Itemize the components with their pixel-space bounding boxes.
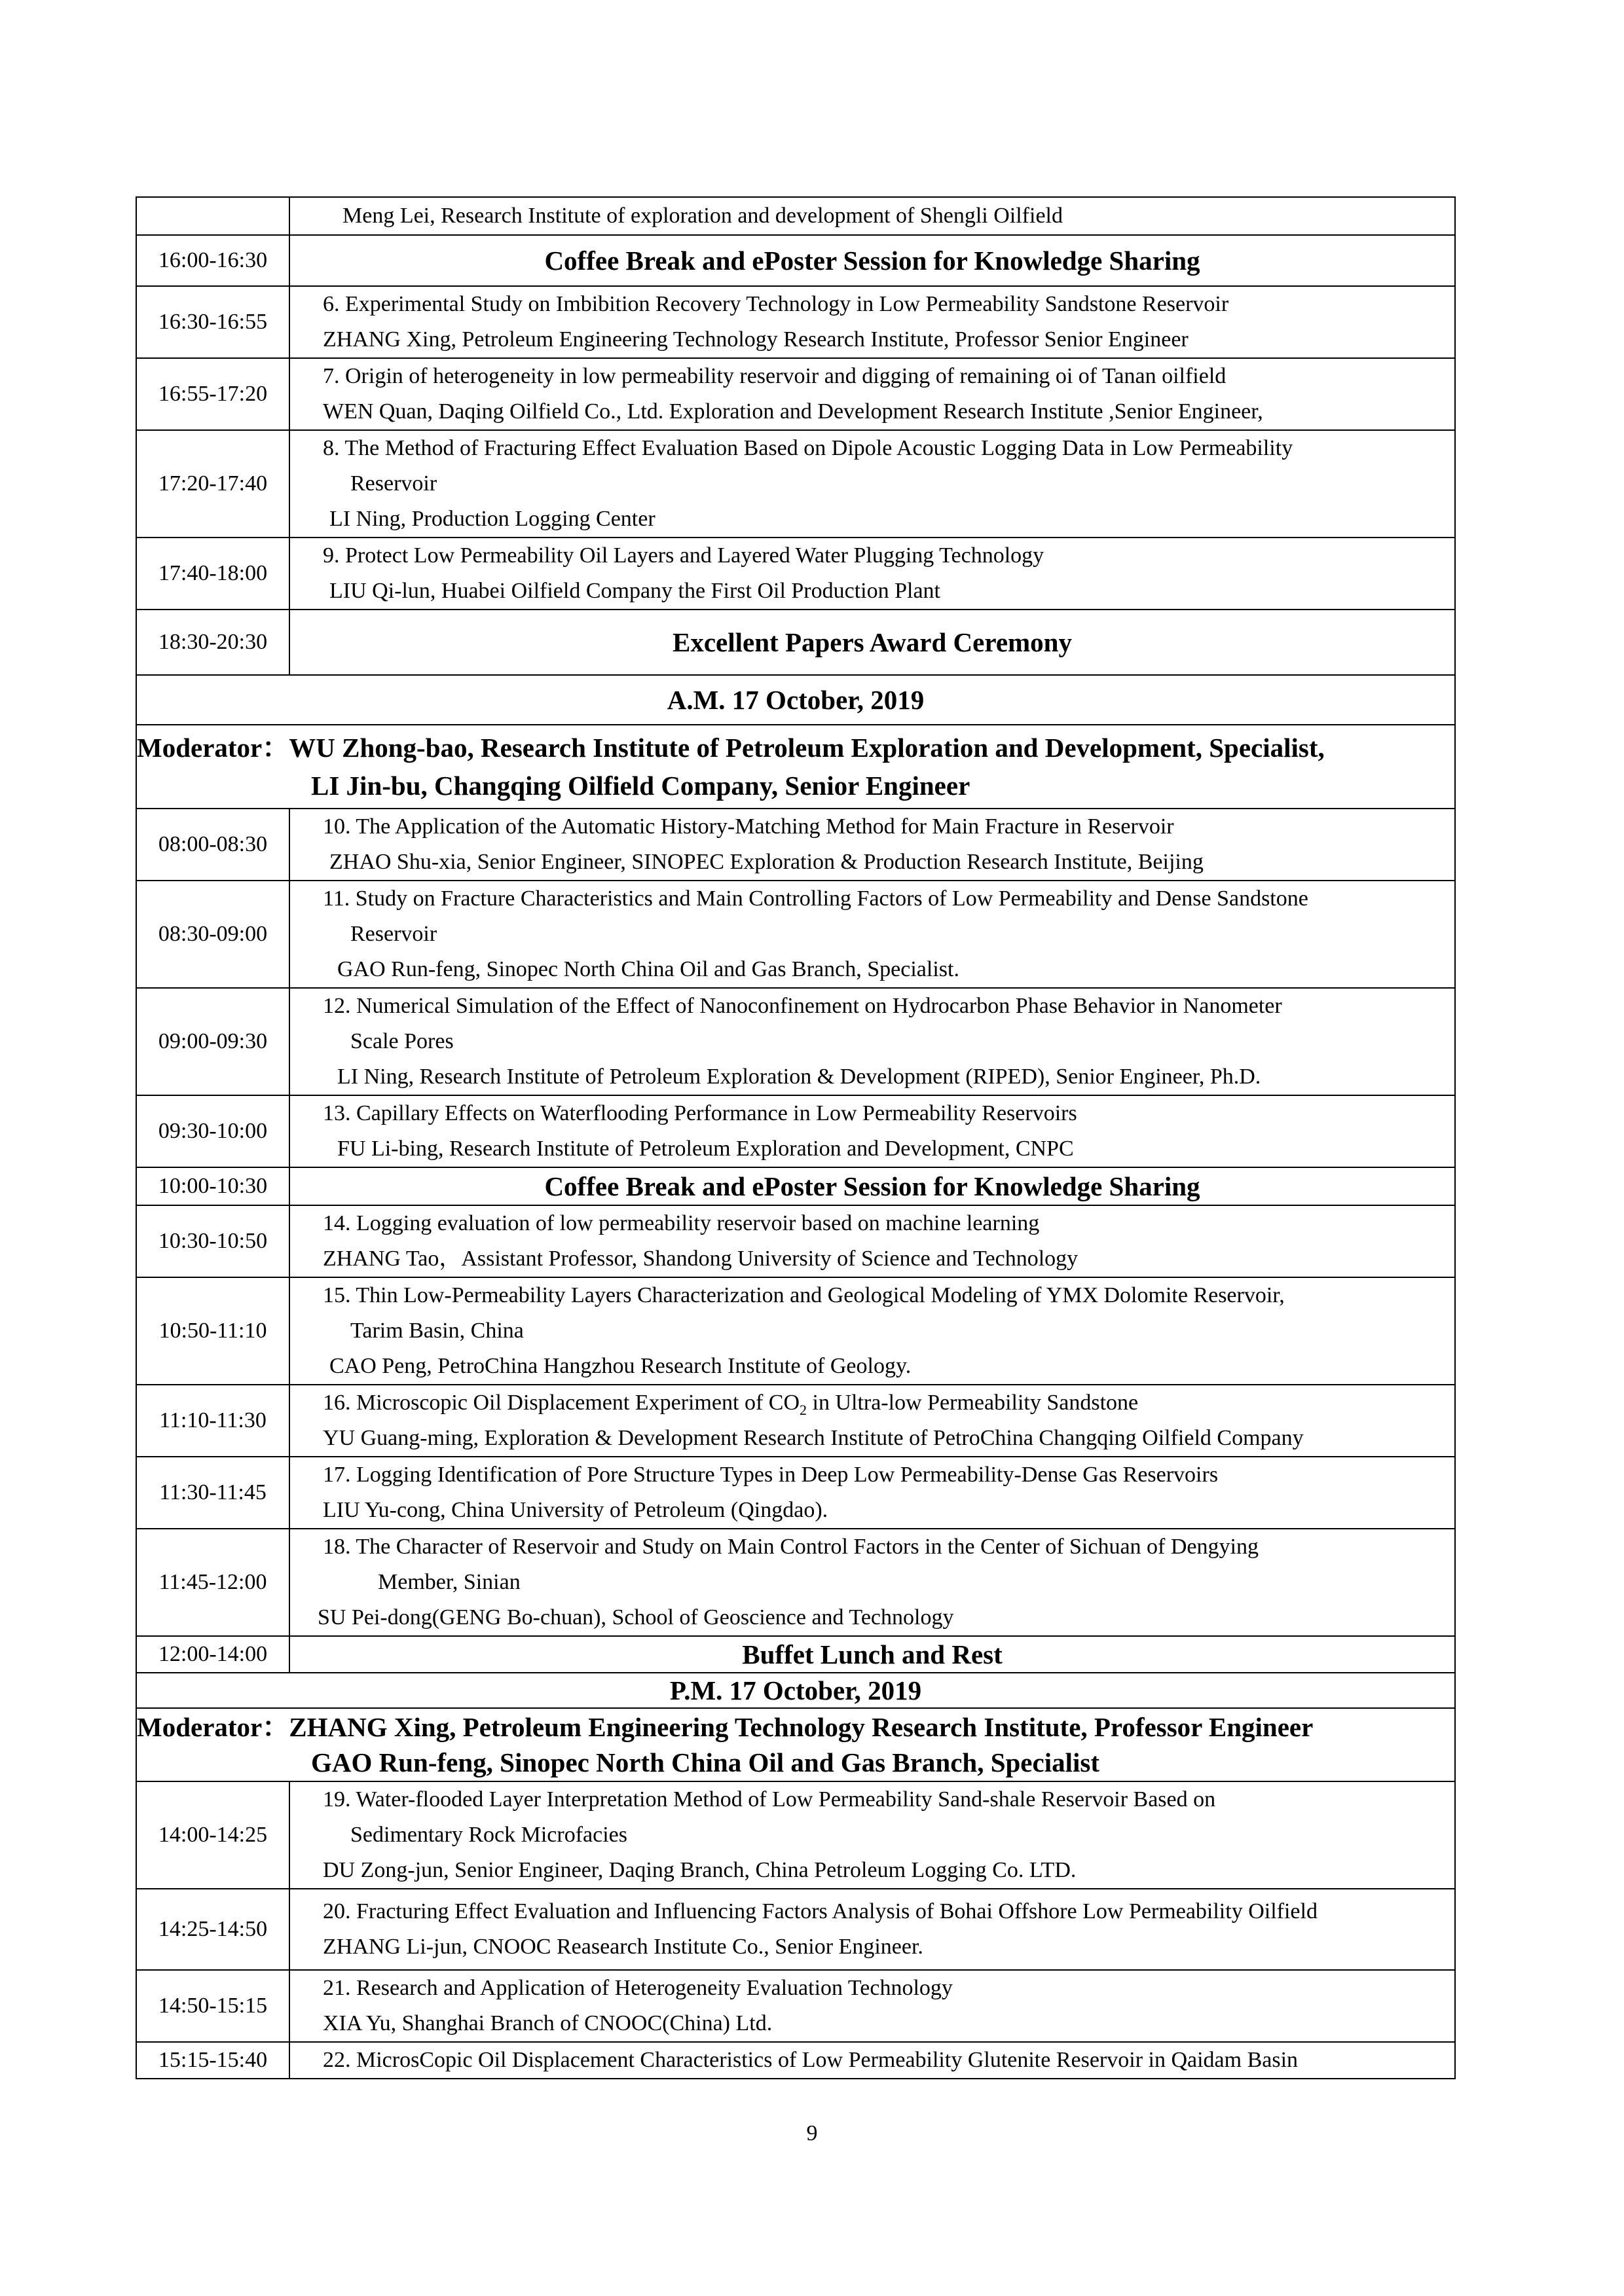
time-cell: 12:00-14:00 — [136, 1636, 289, 1673]
author-line: CAO Peng, PetroChina Hangzhou Research Institute of Geology. — [329, 1354, 912, 1378]
talk-title-cont: Member, Sinian — [378, 1570, 521, 1594]
content-cell — [289, 286, 1455, 358]
author-line: ZHANG Xing, Petroleum Engineering Technology Research Institute, Professor Senior Engineer — [323, 327, 1189, 352]
author-line: XIA Yu, Shanghai Branch of CNOOC(China) Ltd. — [323, 2011, 773, 2035]
talk-title-text: 16. Microscopic Oil Displacement Experiment of CO — [323, 1391, 800, 1415]
content-cell — [289, 197, 1455, 235]
table-row — [136, 1970, 1455, 2042]
author-line: GAO Run-feng, Sinopec North China Oil and Gas Branch, Specialist. — [337, 957, 959, 981]
author-line: YU Guang-ming, Exploration & Development Research Institute of PetroChina Changqing Oilfield Company — [323, 1426, 1304, 1450]
talk-title-cont: Sedimentary Rock Microfacies — [350, 1823, 627, 1847]
time-cell: 17:20-17:40 — [136, 430, 289, 538]
talk-title: 19. Water-flooded Layer Interpretation Method of Low Permeability Sand-shale Reservoir Based on — [323, 1787, 1216, 1812]
table-row — [136, 1708, 1455, 1781]
page-number: 9 — [806, 2121, 818, 2145]
author-line: ZHAO Shu-xia, Senior Engineer, SINOPEC Exploration & Production Research Institute, Beijing — [329, 850, 1204, 874]
time-cell: 09:00-09:30 — [136, 988, 289, 1095]
award-label: Excellent Papers Award Ceremony — [289, 610, 1455, 675]
table-row — [136, 1095, 1455, 1167]
moderator-cell — [136, 725, 1455, 809]
time-cell: 15:15-15:40 — [136, 2042, 289, 2079]
author-line: FU Li-bing, Research Institute of Petroleum Exploration and Development, CNPC — [337, 1137, 1074, 1161]
talk-title: 21. Research and Application of Heterogeneity Evaluation Technology — [323, 1976, 953, 2000]
content-cell — [289, 358, 1455, 430]
talk-title: 9. Protect Low Permeability Oil Layers and Layered Water Plugging Technology — [323, 543, 1044, 568]
content-cell — [289, 430, 1455, 538]
table-row — [136, 1889, 1455, 1970]
time-cell: 11:10-11:30 — [136, 1385, 289, 1457]
moderator-line: Moderator：ZHANG Xing, Petroleum Engineering Technology Research Institute, Professor Engineer — [137, 1712, 1314, 1742]
content-cell — [289, 988, 1455, 1095]
table-row — [136, 1205, 1455, 1277]
content-cell — [289, 1095, 1455, 1167]
table-row — [136, 1673, 1455, 1708]
time-cell: 11:30-11:45 — [136, 1457, 289, 1529]
table-row — [136, 1781, 1455, 1889]
time-cell: 10:30-10:50 — [136, 1205, 289, 1277]
talk-title: 22. MicrosCopic Oil Displacement Characteristics of Low Permeability Glutenite Reservoir in Qaidam Basin — [323, 2048, 1299, 2072]
time-cell — [136, 197, 289, 235]
table-row — [136, 286, 1455, 358]
time-cell: 11:45-12:00 — [136, 1529, 289, 1636]
time-cell: 10:50-11:10 — [136, 1277, 289, 1385]
author-line: Meng Lei, Research Institute of exploration and development of Shengli Oilfield — [342, 204, 1063, 228]
table-row — [136, 1636, 1455, 1673]
content-cell — [289, 1781, 1455, 1889]
moderator-line: GAO Run-feng, Sinopec North China Oil and Gas Branch, Specialist — [311, 1747, 1099, 1777]
content-cell — [289, 881, 1455, 988]
talk-title: 13. Capillary Effects on Waterflooding Performance in Low Permeability Reservoirs — [323, 1101, 1077, 1125]
talk-title: 18. The Character of Reservoir and Study on Main Control Factors in the Center of Sichuan of Dengying — [323, 1535, 1259, 1559]
author-line: LIU Yu-cong, China University of Petroleum (Qingdao). — [323, 1498, 828, 1522]
author-line: ZHANG Tao，Assistant Professor, Shandong University of Science and Technology — [323, 1247, 1079, 1271]
talk-title: 14. Logging evaluation of low permeability reservoir based on machine learning — [323, 1211, 1040, 1235]
talk-title-cont: Tarim Basin, China — [350, 1319, 524, 1343]
content-cell — [289, 1385, 1455, 1457]
content-cell — [289, 1205, 1455, 1277]
table-row — [136, 235, 1455, 286]
table-row — [136, 725, 1455, 809]
talk-title-cont: Scale Pores — [350, 1029, 454, 1053]
talk-title: 8. The Method of Fracturing Effect Evaluation Based on Dipole Acoustic Logging Data in Low Permeability — [323, 436, 1293, 460]
content-cell — [289, 1529, 1455, 1636]
table-row — [136, 610, 1455, 675]
time-cell: 14:00-14:25 — [136, 1781, 289, 1889]
time-cell: 18:30-20:30 — [136, 610, 289, 675]
content-cell — [289, 2042, 1455, 2079]
time-cell: 14:25-14:50 — [136, 1889, 289, 1970]
moderator-line: LI Jin-bu, Changqing Oilfield Company, Senior Engineer — [311, 771, 970, 801]
table-row — [136, 1385, 1455, 1457]
author-line: ZHANG Li-jun, CNOOC Reasearch Institute Co., Senior Engineer. — [323, 1935, 923, 1959]
author-line: LI Ning, Research Institute of Petroleum Exploration & Development (RIPED), Senior Engineer, Ph.D. — [337, 1065, 1261, 1089]
time-cell: 16:30-16:55 — [136, 286, 289, 358]
table-row — [136, 881, 1455, 988]
content-cell — [289, 538, 1455, 610]
author-line: LIU Qi-lun, Huabei Oilfield Company the First Oil Production Plant — [329, 579, 941, 603]
time-cell: 17:40-18:00 — [136, 538, 289, 610]
talk-title: 20. Fracturing Effect Evaluation and Influencing Factors Analysis of Bohai Offshore Low Permeability Oilfield — [323, 1899, 1318, 1923]
author-line: SU Pei-dong(GENG Bo-chuan), School of Geoscience and Technology — [318, 1605, 954, 1630]
talk-title: 12. Numerical Simulation of the Effect of Nanoconfinement on Hydrocarbon Phase Behavior in Nanometer — [323, 994, 1282, 1018]
time-cell: 14:50-15:15 — [136, 1970, 289, 2042]
content-cell — [289, 1970, 1455, 2042]
table-row — [136, 1277, 1455, 1385]
content-cell — [289, 1457, 1455, 1529]
schedule-table — [136, 196, 1456, 2079]
table-row — [136, 430, 1455, 538]
time-cell: 08:00-08:30 — [136, 809, 289, 881]
subscript: 2 — [800, 1401, 807, 1418]
table-row — [136, 988, 1455, 1095]
table-row — [136, 809, 1455, 881]
moderator-cell — [136, 1708, 1455, 1781]
session-heading: A.M. 17 October, 2019 — [136, 675, 1455, 725]
talk-title-cont: Reservoir — [350, 471, 437, 496]
time-cell: 10:00-10:30 — [136, 1167, 289, 1205]
break-label: Coffee Break and ePoster Session for Knowledge Sharing — [289, 1167, 1455, 1205]
talk-title: 10. The Application of the Automatic History-Matching Method for Main Fracture in Reservoir — [323, 814, 1174, 839]
talk-title — [290, 1385, 1454, 1421]
session-heading: P.M. 17 October, 2019 — [136, 1673, 1455, 1708]
moderator-line: Moderator：WU Zhong-bao, Research Institute of Petroleum Exploration and Development, Specialist, — [137, 733, 1325, 763]
content-cell — [289, 809, 1455, 881]
time-cell: 08:30-09:00 — [136, 881, 289, 988]
content-cell — [289, 1889, 1455, 1970]
table-row — [136, 1529, 1455, 1636]
time-cell: 09:30-10:00 — [136, 1095, 289, 1167]
break-label: Coffee Break and ePoster Session for Knowledge Sharing — [289, 235, 1455, 286]
content-cell — [289, 1277, 1455, 1385]
table-row — [136, 1457, 1455, 1529]
talk-title: 15. Thin Low-Permeability Layers Characterization and Geological Modeling of YMX Dolomite Reservoir, — [323, 1283, 1285, 1307]
time-cell: 16:00-16:30 — [136, 235, 289, 286]
table-row — [136, 538, 1455, 610]
author-line: DU Zong-jun, Senior Engineer, Daqing Branch, China Petroleum Logging Co. LTD. — [323, 1858, 1077, 1882]
talk-title-cont: Reservoir — [350, 922, 437, 946]
table-row — [136, 358, 1455, 430]
table-row — [136, 1167, 1455, 1205]
talk-title: 11. Study on Fracture Characteristics and Main Controlling Factors of Low Permeability and Dense Sandstone — [323, 886, 1308, 911]
talk-title: 7. Origin of heterogeneity in low permeability reservoir and digging of remaining oi of Tanan oilfield — [323, 364, 1227, 388]
lunch-label: Buffet Lunch and Rest — [289, 1636, 1455, 1673]
talk-title-text: in Ultra-low Permeability Sandstone — [807, 1391, 1139, 1415]
author-line: WEN Quan, Daqing Oilfield Co., Ltd. Exploration and Development Research Institute ,Senior Engineer, — [323, 399, 1263, 424]
table-row — [136, 675, 1455, 725]
talk-title: 17. Logging Identification of Pore Structure Types in Deep Low Permeability-Dense Gas Reservoirs — [323, 1463, 1219, 1487]
time-cell: 16:55-17:20 — [136, 358, 289, 430]
table-row — [136, 2042, 1455, 2079]
table-row — [136, 197, 1455, 235]
talk-title: 6. Experimental Study on Imbibition Recovery Technology in Low Permeability Sandstone Reservoir — [323, 292, 1229, 316]
author-line: LI Ning, Production Logging Center — [329, 507, 655, 531]
